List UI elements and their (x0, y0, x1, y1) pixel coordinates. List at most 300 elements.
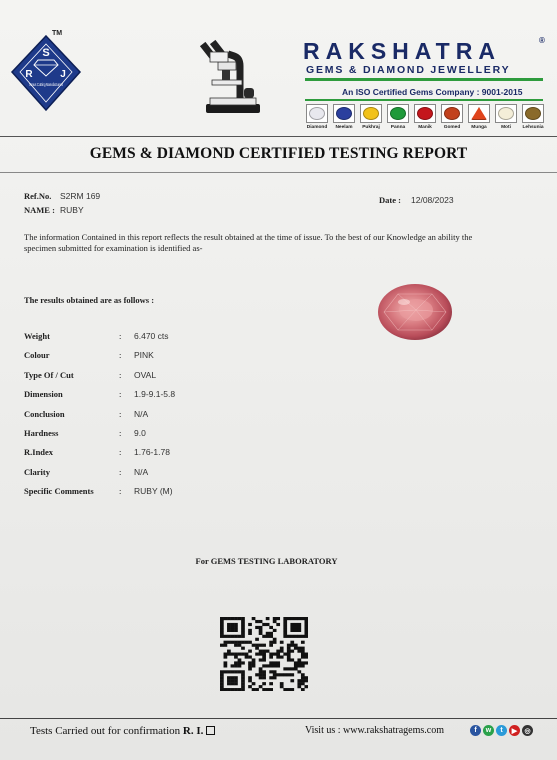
qr-module (294, 626, 298, 629)
qr-module (276, 655, 280, 658)
property-value: N/A (134, 408, 149, 419)
qr-module (231, 664, 235, 667)
qr-module (220, 617, 224, 620)
qr-module (283, 635, 287, 638)
property-label: Dimension (24, 389, 63, 400)
qr-module (220, 623, 224, 626)
qr-module (238, 641, 242, 644)
youtube-icon[interactable]: ▶ (509, 725, 520, 736)
qr-module (297, 623, 301, 626)
qr-module (287, 673, 291, 676)
property-separator: : (119, 369, 122, 380)
qr-module (304, 620, 308, 623)
gemstone-name: Pukhraj (362, 125, 380, 130)
qr-module (227, 641, 231, 644)
qr-module (252, 688, 256, 691)
qr-module (269, 664, 273, 667)
qr-module (227, 617, 231, 620)
qr-module (220, 685, 224, 688)
qr-module (259, 626, 263, 629)
qr-module (234, 626, 238, 629)
iso-underline (305, 99, 543, 101)
brand-name: RAKSHATRA (303, 38, 501, 64)
qr-module (241, 661, 245, 664)
qr-module (294, 629, 298, 632)
qr-module (262, 650, 266, 653)
trademark-mark: TM (52, 30, 63, 37)
qr-module (227, 650, 231, 653)
qr-module (248, 676, 252, 679)
gemstone-swatch (387, 104, 409, 123)
qr-module (294, 664, 298, 667)
gemstone-item (440, 104, 464, 130)
qr-module (241, 682, 245, 685)
qr-module (259, 670, 263, 673)
qr-module (304, 653, 308, 656)
qr-module (269, 641, 273, 644)
gemstone-name: Lehsunia (522, 125, 544, 130)
qr-module (269, 682, 273, 685)
qr-module (283, 688, 287, 691)
gemstone-swatch (441, 104, 463, 123)
ri-label: R. I. (182, 725, 204, 737)
qr-module (220, 644, 224, 647)
property-separator: : (119, 427, 122, 438)
gemstone-item (359, 104, 383, 130)
footer-divider (0, 718, 557, 719)
qr-module (301, 682, 305, 685)
qr-module (224, 664, 228, 667)
property-value: N/A (134, 466, 149, 477)
qr-module (304, 629, 308, 632)
microscope-icon (200, 38, 266, 116)
qr-module (283, 623, 287, 626)
qr-module (290, 644, 294, 647)
qr-module (290, 635, 294, 638)
gemstone-name: Panna (390, 125, 406, 130)
qr-module (301, 650, 305, 653)
qr-module (220, 626, 224, 629)
qr-module (287, 617, 291, 620)
qr-module (241, 679, 245, 682)
qr-module (231, 629, 235, 632)
qr-module (234, 653, 238, 656)
qr-module (283, 626, 287, 629)
qr-module (273, 629, 277, 632)
qr-module (227, 626, 231, 629)
qr-module (234, 676, 238, 679)
gomed-gem-icon (444, 107, 460, 120)
gemstone-item (494, 104, 518, 130)
qr-module (283, 632, 287, 635)
qr-module (248, 655, 252, 658)
qr-module (269, 688, 273, 691)
qr-module (248, 629, 252, 632)
qr-module (241, 673, 245, 676)
qr-module (262, 658, 266, 661)
property-label: R.Index (24, 447, 54, 458)
gemstone-swatch (306, 104, 328, 123)
qr-module (248, 667, 252, 670)
qr-module (224, 617, 228, 620)
qr-module (227, 688, 231, 691)
qr-module (241, 685, 245, 688)
qr-module (304, 655, 308, 658)
qr-module (234, 629, 238, 632)
qr-module (259, 632, 263, 635)
gemstone-name: Moti (501, 125, 511, 130)
qr-module (287, 653, 291, 656)
qr-module (238, 661, 242, 664)
qr-module (294, 635, 298, 638)
qr-module (290, 667, 294, 670)
qr-module (290, 650, 294, 653)
qr-module (301, 676, 305, 679)
qr-module (248, 623, 252, 626)
qr-module (290, 623, 294, 626)
property-label: Specific Comments (24, 486, 94, 497)
qr-module (241, 617, 245, 620)
qr-module (252, 658, 256, 661)
qr-module (276, 653, 280, 656)
qr-module (283, 617, 287, 620)
qr-module (273, 661, 277, 664)
qr-module (262, 664, 266, 667)
qr-module (241, 635, 245, 638)
qr-module (301, 635, 305, 638)
property-label: Clarity (24, 466, 50, 477)
qr-module (259, 667, 263, 670)
qr-module (301, 679, 305, 682)
qr-module (227, 623, 231, 626)
qr-module (297, 635, 301, 638)
qr-module (304, 635, 308, 638)
qr-module (252, 661, 256, 664)
qr-module (287, 644, 291, 647)
gemstone-name: Diamond (306, 125, 328, 130)
qr-module (252, 682, 256, 685)
qr-module (262, 676, 266, 679)
qr-module (248, 650, 252, 653)
qr-module (234, 641, 238, 644)
qr-module (294, 644, 298, 647)
qr-module (304, 676, 308, 679)
qr-module (294, 667, 298, 670)
qr-module (231, 679, 235, 682)
qr-module (234, 635, 238, 638)
qr-module (290, 679, 294, 682)
qr-module (220, 682, 224, 685)
twitter-icon[interactable]: t (496, 725, 507, 736)
qr-module (273, 653, 277, 656)
qr-module (259, 620, 263, 623)
qr-module (241, 626, 245, 629)
qr-module (234, 655, 238, 658)
qr-module (220, 679, 224, 682)
qr-module (248, 641, 252, 644)
qr-module (273, 664, 277, 667)
qr-module (266, 632, 270, 635)
qr-module (227, 629, 231, 632)
qr-module (241, 653, 245, 656)
gemstone-swatch (522, 104, 544, 123)
qr-module (304, 685, 308, 688)
pukhraj-gem-icon (363, 107, 379, 120)
qr-module (238, 653, 242, 656)
logo-subtext: Venus Cutting Manufacturers (29, 82, 63, 87)
qr-module (297, 670, 301, 673)
qr-module (304, 623, 308, 626)
property-separator: : (119, 389, 122, 400)
qr-module (290, 617, 294, 620)
qr-module (262, 670, 266, 673)
logo-letter-r: R (25, 69, 33, 80)
website-link[interactable]: Visit us : www.rakshatragems.com (305, 725, 445, 736)
qr-module (266, 664, 270, 667)
property-value: 1.76-1.78 (134, 447, 170, 458)
qr-module (231, 670, 235, 673)
qr-module (252, 617, 256, 620)
qr-module (248, 661, 252, 664)
qr-module (220, 676, 224, 679)
qr-module (259, 650, 263, 653)
qr-module (238, 688, 242, 691)
qr-module (241, 620, 245, 623)
qr-module (269, 644, 273, 647)
qr-module (241, 670, 245, 673)
whatsapp-icon[interactable]: w (483, 725, 494, 736)
qr-module (255, 673, 259, 676)
qr-module (255, 644, 259, 647)
qr-module (248, 632, 252, 635)
qr-module (301, 647, 305, 650)
qr-module (224, 644, 228, 647)
qr-module (262, 623, 266, 626)
qr-module (252, 664, 256, 667)
qr-module (259, 673, 263, 676)
qr-module (280, 682, 284, 685)
gemstone-swatch (360, 104, 382, 123)
gemstone-item (332, 104, 356, 130)
qr-module (290, 673, 294, 676)
qr-module (224, 635, 228, 638)
qr-module (287, 650, 291, 653)
qr-module (301, 688, 305, 691)
qr-module (273, 673, 277, 676)
property-value: RUBY (M) (134, 486, 173, 497)
qr-module (241, 647, 245, 650)
qr-module (220, 635, 224, 638)
qr-module (283, 667, 287, 670)
qr-module (297, 679, 301, 682)
property-separator: : (119, 486, 122, 497)
manik-gem-icon (417, 107, 433, 120)
qr-module (266, 623, 270, 626)
qr-module (297, 626, 301, 629)
gemstone-swatch (495, 104, 517, 123)
qr-module (280, 673, 284, 676)
qr-module (255, 626, 259, 629)
qr-module (283, 629, 287, 632)
diamond-gem-icon (309, 107, 325, 120)
qr-module (280, 641, 284, 644)
gemstone-item (467, 104, 491, 130)
qr-module (273, 641, 277, 644)
neelam-gem-icon (336, 107, 352, 120)
qr-module (234, 623, 238, 626)
qr-module (259, 658, 263, 661)
results-heading: The results obtained are as follows : (24, 295, 155, 305)
gemstone-swatch (333, 104, 355, 123)
qr-module (262, 673, 266, 676)
qr-module (301, 641, 305, 644)
qr-module (280, 655, 284, 658)
qr-module (269, 676, 273, 679)
logo-letter-s: S (42, 47, 50, 59)
qr-module (238, 664, 242, 667)
gemstone-swatch (468, 104, 490, 123)
qr-module (227, 676, 231, 679)
qr-module (273, 676, 277, 679)
qr-module (262, 635, 266, 638)
qr-module (283, 673, 287, 676)
qr-module (224, 661, 228, 664)
date-value: 12/08/2023 (411, 195, 454, 205)
qr-module (297, 650, 301, 653)
qr-module (269, 670, 273, 673)
gemstone-item (386, 104, 410, 130)
qr-module (224, 655, 228, 658)
iso-certification: An ISO Certified Gems Company : 9001-2015 (342, 87, 523, 97)
qr-module (234, 617, 238, 620)
property-value: 9.0 (134, 427, 146, 438)
qr-module (290, 626, 294, 629)
qr-module (273, 670, 277, 673)
qr-module (245, 655, 249, 658)
gemstone-name: Munga (471, 125, 487, 130)
qr-module (241, 688, 245, 691)
qr-module (220, 688, 224, 691)
name-label: NAME : (24, 205, 55, 215)
qr-module (287, 647, 291, 650)
property-value: 6.470 cts (134, 331, 169, 341)
instagram-icon[interactable]: ◎ (522, 725, 533, 736)
property-separator: : (119, 331, 122, 341)
qr-code[interactable] (220, 617, 308, 691)
qr-module (227, 679, 231, 682)
property-separator: : (119, 466, 122, 477)
qr-module (259, 653, 263, 656)
qr-module (259, 629, 263, 632)
lab-signature-label: For GEMS TESTING LABORATORY (195, 556, 338, 566)
property-value: PINK (134, 350, 154, 361)
qr-module (294, 623, 298, 626)
report-title: GEMS & DIAMOND CERTIFIED TESTING REPORT (89, 145, 468, 162)
qr-module (266, 635, 270, 638)
name-value: RUBY (60, 205, 84, 215)
qr-module (280, 647, 284, 650)
qr-module (269, 635, 273, 638)
qr-module (280, 685, 284, 688)
qr-module (241, 641, 245, 644)
qr-module (262, 644, 266, 647)
title-divider (0, 172, 557, 173)
qr-module (297, 617, 301, 620)
qr-module (255, 647, 259, 650)
qr-module (276, 673, 280, 676)
qr-module (301, 653, 305, 656)
qr-module (231, 641, 235, 644)
srj-logo (8, 32, 84, 114)
qr-module (248, 679, 252, 682)
qr-module (224, 641, 228, 644)
property-label: Conclusion (24, 408, 65, 419)
qr-module (234, 644, 238, 647)
qr-module (238, 670, 242, 673)
qr-module (220, 670, 224, 673)
qr-module (297, 682, 301, 685)
qr-module (266, 650, 270, 653)
qr-module (234, 664, 238, 667)
property-label: Colour (24, 350, 50, 361)
qr-module (266, 617, 270, 620)
qr-module (234, 670, 238, 673)
qr-module (287, 667, 291, 670)
qr-module (297, 685, 301, 688)
footer-tests-note (30, 725, 215, 737)
qr-module (227, 682, 231, 685)
qr-module (220, 673, 224, 676)
qr-module (276, 617, 280, 620)
qr-module (255, 653, 259, 656)
social-icons (470, 725, 533, 736)
qr-module (234, 682, 238, 685)
lehsunia-gem-icon (525, 107, 541, 120)
property-separator: : (119, 350, 122, 361)
qr-module (269, 661, 273, 664)
qr-module (304, 661, 308, 664)
qr-module (290, 641, 294, 644)
qr-module (269, 653, 273, 656)
qr-module (283, 653, 287, 656)
property-label: Hardness (24, 427, 59, 438)
qr-module (227, 670, 231, 673)
ref-no-label: Ref.No. (24, 191, 52, 201)
qr-module (255, 688, 259, 691)
ri-checkbox[interactable] (206, 726, 215, 735)
qr-module (287, 635, 291, 638)
qr-module (301, 617, 305, 620)
qr-module (241, 623, 245, 626)
property-value: OVAL (134, 369, 157, 380)
gemstone-item (305, 104, 329, 130)
qr-module (259, 644, 263, 647)
qr-module (276, 650, 280, 653)
qr-module (224, 670, 228, 673)
property-label: Type Of / Cut (24, 369, 74, 380)
qr-module (262, 653, 266, 656)
gemstone-name: Neelam (335, 125, 353, 130)
qr-module (231, 653, 235, 656)
gemstone-item (521, 104, 545, 130)
facebook-icon[interactable]: f (470, 725, 481, 736)
qr-module (294, 661, 298, 664)
qr-module (224, 653, 228, 656)
qr-module (273, 617, 277, 620)
property-separator: : (119, 408, 122, 419)
qr-module (297, 661, 301, 664)
intro-paragraph: The information Contained in this report reflects the result obtained at the time of issue. To the best of our Knowledge an ability the specimen submitted for examination is identified as- (24, 232, 473, 253)
